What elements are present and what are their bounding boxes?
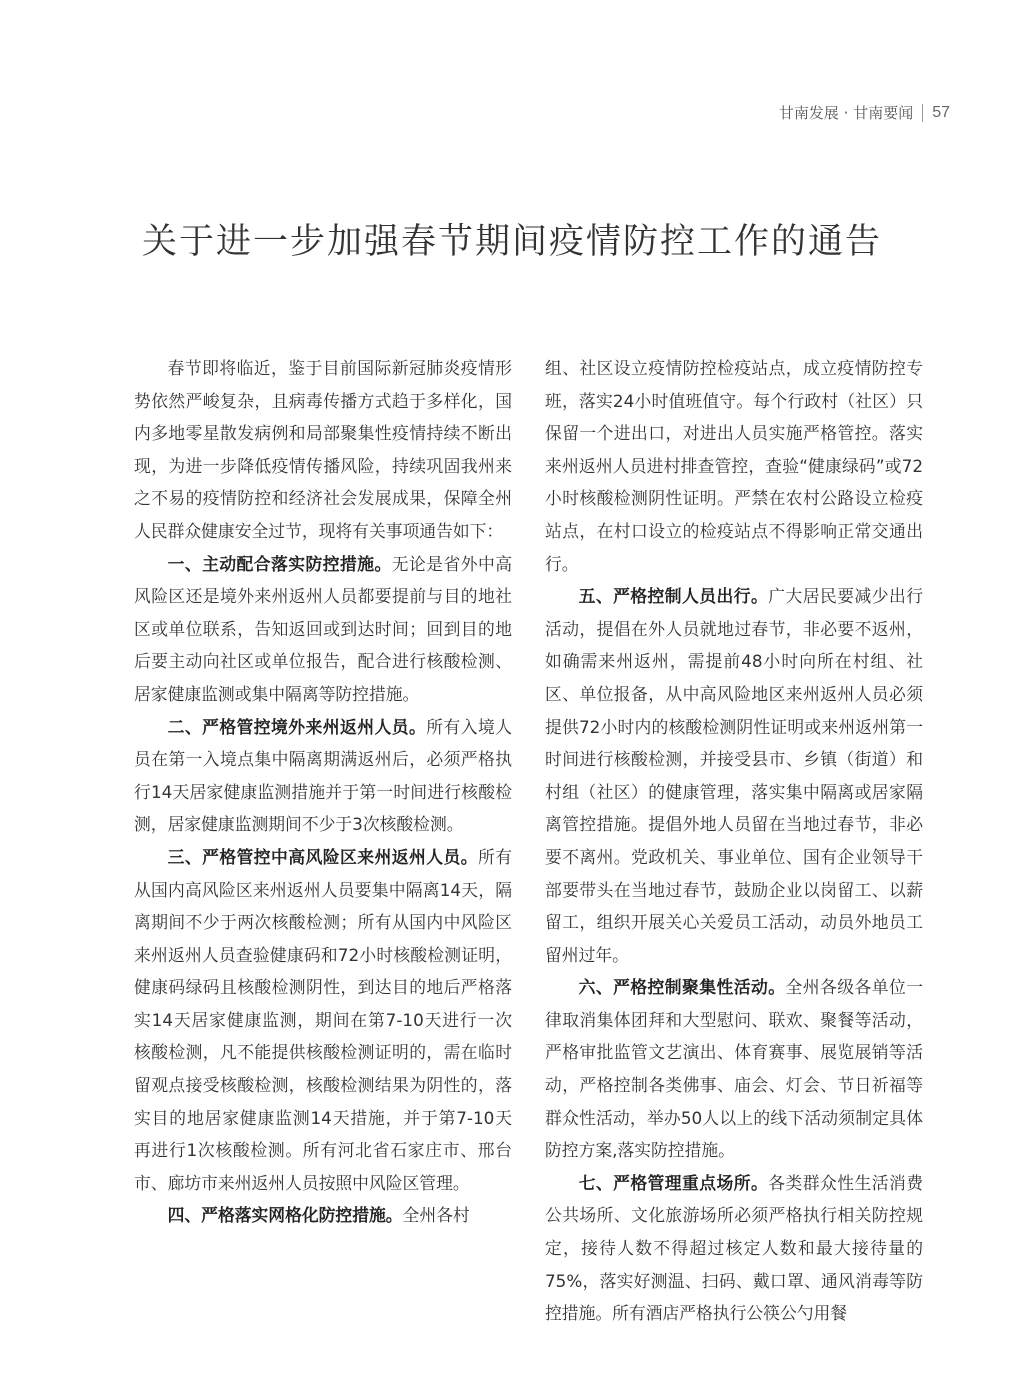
- section-1: [134, 548, 512, 711]
- section-7: [545, 1167, 923, 1330]
- section-body: 各类群众性生活消费公共场所、文化旅游场所必须严格执行相关防控规定，接待人数不得超过核定人数和最大接待量的75%，落实好测温、扫码、戴口罩、通风消毒等防控措施。所有酒店严格执行公筷公勺用餐: [545, 1172, 923, 1324]
- section-4-start: [134, 1199, 512, 1232]
- section-label: 甘南发展 · 甘南要闻: [778, 104, 914, 122]
- section-heading: 五、严格控制人员出行。: [578, 586, 769, 607]
- section-heading: 六、严格控制聚集性活动。: [578, 977, 786, 998]
- section-3: [134, 841, 512, 1200]
- intro-paragraph: 春节即将临近，鉴于目前国际新冠肺炎疫情形势依然严峻复杂，且病毒传播方式趋于多样化，国内多地零星散发病例和局部聚集性疫情持续不断出现，为进一步降低疫情传播风险，持续巩固我州来之不易的疫情防控和经济社会发展成果，保障全州人民群众健康安全过节，现将有关事项通告如下：: [134, 358, 512, 541]
- section-body: 全州各级各单位一律取消集体团拜和大型慰问、联欢、聚餐等活动，严格审批监管文艺演出、体育赛事、展览展销等活动，严格控制各类佛事、庙会、灯会、节日祈福等群众性活动，举办50人以上的线下活动须制定具体防控方案,落实防控措施。: [545, 977, 923, 1161]
- section-2: [134, 711, 512, 841]
- right-column: [545, 352, 923, 1330]
- section-heading: 四、严格落实网格化防控措施。: [167, 1205, 403, 1226]
- section-heading: 三、严格管控中高风险区来州返州人员。: [167, 846, 478, 867]
- left-column: [134, 352, 512, 1232]
- page-number: 57: [932, 103, 950, 121]
- running-header: [779, 102, 950, 123]
- section-4-continued: 组、社区设立疫情防控检疫站点，成立疫情防控专班，落实24小时值班值守。每个行政村（社区）只保留一个进出口，对进出人员实施严格管控。落实来州返州人员进村排查管控，查验“健康绿码”或72小时核酸检测阴性证明。严禁在农村公路设立检疫站点，在村口设立的检疫站点不得影响正常交通出行。: [545, 358, 923, 574]
- section-body: 广大居民要减少出行活动，提倡在外人员就地过春节，非必要不返州，如确需来州返州，需提前48小时向所在村组、社区、单位报备，从中高风险地区来州返州人员必须提供72小时内的核酸检测阴性证明或来州返州第一时间进行核酸检测，并接受县市、乡镇（街道）和村组（社区）的健康管理，落实集中隔离或居家隔离管控措施。提倡外地人员留在当地过春节，非必要不离州。党政机关、事业单位、国有企业领导干部要带头在当地过春节，鼓励企业以岗留工、以薪留工，组织开展关心关爱员工活动，动员外地员工留州过年。: [545, 586, 923, 965]
- section-body: 无论是省外中高风险区还是境外来州返州人员都要提前与目的地社区或单位联系，告知返回或到达时间；回到目的地后要主动向社区或单位报告，配合进行核酸检测、居家健康监测或集中隔离等防控措施。: [134, 553, 512, 704]
- section-heading: 七、严格管理重点场所。: [578, 1172, 769, 1193]
- section-body: 所有从国内高风险区来州返州人员要集中隔离14天，隔离期间不少于两次核酸检测；所有从国内中风险区来州返州人员查验健康码和72小时核酸检测证明，健康码绿码且核酸检测阴性，到达目的地后严格落实14天居家健康监测，期间在第7-10天进行一次核酸检测，凡不能提供核酸检测证明的，需在临时留观点接受核酸检测，核酸检测结果为阴性的，落实目的地居家健康监测14天措施，并于第7-10天再进行1次核酸检测。所有河北省石家庄市、邢台市、廊坊市来州返州人员按照中风险区管理。: [134, 846, 512, 1193]
- section-5: [545, 580, 923, 971]
- section-heading: 二、严格管控境外来州返州人员。: [167, 716, 427, 737]
- section-body-start: 全州各村: [402, 1205, 470, 1226]
- article-title: 关于进一步加强春节期间疫情防控工作的通告: [141, 222, 882, 262]
- section-body: 所有入境人员在第一入境点集中隔离期满返州后，必须严格执行14天居家健康监测措施并于第一时间进行核酸检测，居家健康监测期间不少于3次核酸检测。: [134, 716, 512, 835]
- header-divider: [922, 104, 923, 122]
- section-6: [545, 971, 923, 1167]
- section-heading: 一、主动配合落实防控措施。: [167, 553, 392, 574]
